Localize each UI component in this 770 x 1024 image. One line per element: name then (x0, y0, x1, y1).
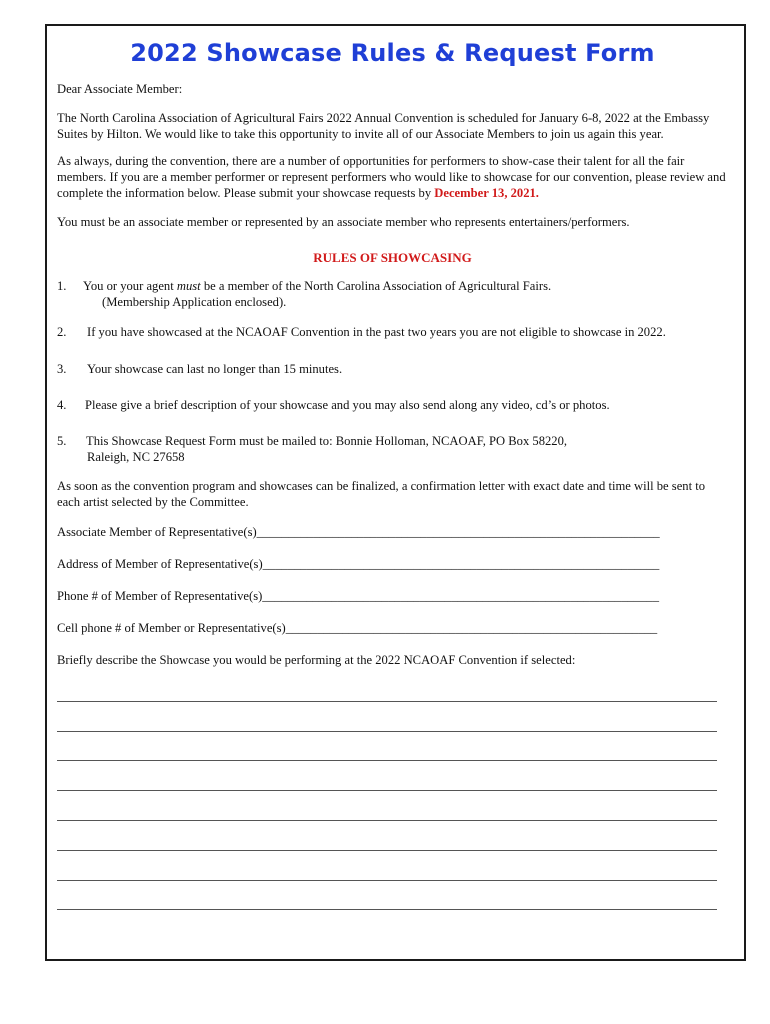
rule-item-2 (57, 324, 728, 340)
form-title: 2022 Showcase Rules & Request Form (130, 39, 655, 67)
rule-number: 1. (57, 279, 67, 293)
rule-text: This Showcase Request Form must be mailed to: Bonnie Holloman, NCAOAF, PO Box 58220, (86, 434, 568, 448)
description-line[interactable] (57, 672, 717, 702)
closing-paragraph: As soon as the convention program and showcases can be finalized, a confirmation letter with exact date and time will be sent to each artist selected by the Committee. (57, 479, 706, 509)
rule-item-5 (57, 433, 728, 465)
rule-text-continued: be a member of the North Carolina Association of Agricultural Fairs. (200, 279, 552, 293)
rule-number: 5. (57, 434, 67, 448)
rule-subtext: (Membership Application enclosed). (102, 295, 287, 309)
description-line[interactable] (57, 732, 717, 762)
form-page (45, 24, 746, 961)
rule-number: 4. (57, 398, 67, 412)
rule-item-1 (57, 278, 728, 310)
rule-number: 3. (57, 362, 67, 376)
opportunities-paragraph (57, 153, 728, 201)
requirement-paragraph: You must be an associate member or represented by an associate member who represents entertainers/performers. (57, 215, 630, 229)
description-line[interactable] (57, 761, 717, 791)
rule-text: You or your agent (83, 279, 177, 293)
rule-text: Your showcase can last no longer than 15 minutes. (87, 362, 343, 376)
intro-paragraph: The North Carolina Association of Agricultural Fairs 2022 Annual Convention is scheduled for January 6-8, 2022 at the Embassy Suites by Hilton. We would like to take this opportunity to invite all of our Associate Members to join us again this year. (57, 111, 710, 141)
description-lines[interactable] (57, 672, 728, 910)
cell-phone-field[interactable]: Cell phone # of Member or Representative(s)___________________________________________________________ (57, 621, 658, 635)
description-line[interactable] (57, 881, 717, 911)
rule-text: If you have showcased at the NCAOAF Convention in the past two years you are not eligible to showcase in 2022. (87, 325, 666, 339)
description-line[interactable] (57, 821, 717, 851)
rules-heading: RULES OF SHOWCASING (313, 250, 472, 265)
deadline-date: December 13, 2021. (434, 186, 539, 200)
rule-number: 2. (57, 325, 67, 339)
describe-prompt: Briefly describe the Showcase you would be performing at the 2022 NCAOAF Convention if selected: (57, 653, 576, 667)
salutation: Dear Associate Member: (57, 82, 183, 96)
address-field[interactable]: Address of Member of Representative(s)_______________________________________________________________ (57, 557, 660, 571)
rule-subtext: Raleigh, NC 27658 (87, 450, 185, 464)
rule-text: Please give a brief description of your showcase and you may also send along any video, cd’s or photos. (85, 398, 610, 412)
rule-item-3 (57, 361, 728, 377)
associate-member-field[interactable]: Associate Member of Representative(s)________________________________________________________________ (57, 525, 660, 539)
description-line[interactable] (57, 702, 717, 732)
description-line[interactable] (57, 791, 717, 821)
opportunities-text: As always, during the convention, there are a number of opportunities for performers to show-case their talent for all the fair members. If you are a member performer or represent performers who would like to showcase for our convention, please review and complete the information below. Please submit your showcase requests by (57, 154, 726, 200)
rule-item-4 (57, 397, 728, 413)
description-line[interactable] (57, 851, 717, 881)
rule-emphasis: must (176, 279, 201, 293)
phone-field[interactable]: Phone # of Member of Representative(s)_______________________________________________________________ (57, 589, 659, 603)
